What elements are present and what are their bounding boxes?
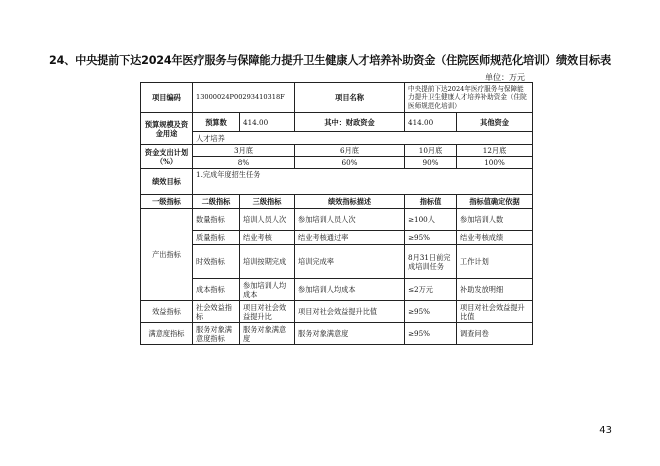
level2-indicator: 时效指标	[193, 245, 240, 279]
indicator-value: ≥100人	[405, 209, 457, 231]
plan-value: 100%	[457, 157, 533, 169]
plan-value: 8%	[193, 157, 295, 169]
indicator-description: 培训完成率	[295, 245, 405, 279]
level3-indicator: 结业考核	[240, 231, 295, 245]
indicator-description: 项目对社会效益提升比值	[295, 301, 405, 323]
table-row	[141, 245, 533, 279]
performance-target-table	[140, 82, 533, 345]
indicator-basis: 结业考核成绩	[457, 231, 533, 245]
project-name-label: 项目名称	[295, 83, 405, 113]
budget-scale-label: 预算规模及资金用途	[141, 113, 193, 145]
indicator-header: 一级指标	[141, 195, 193, 209]
project-code-label: 项目编码	[141, 83, 193, 113]
budget-other-label: 其他资金	[457, 113, 533, 132]
indicator-value: 8月31日前完成培训任务	[405, 245, 457, 279]
project-code: 13000024P00293410318F	[193, 83, 295, 113]
level1-indicator: 效益指标	[141, 301, 193, 323]
level3-indicator: 培训按期完成	[240, 245, 295, 279]
budget-fiscal-label: 其中：财政资金	[295, 113, 405, 132]
level2-indicator: 社会效益指标	[193, 301, 240, 323]
goal-label: 绩效目标	[141, 169, 193, 195]
level2-indicator: 数量指标	[193, 209, 240, 231]
plan-header: 3月底	[193, 145, 295, 157]
indicator-value: ≥95%	[405, 323, 457, 345]
plan-value: 90%	[405, 157, 457, 169]
page-number: 43	[599, 425, 612, 436]
level3-indicator: 服务对象满意度	[240, 323, 295, 345]
table-row	[141, 323, 533, 345]
indicator-header-row	[141, 195, 533, 209]
goal-text: 1.完成年度招生任务	[193, 169, 533, 195]
level2-indicator: 成本指标	[193, 279, 240, 301]
indicator-header: 三级指标	[240, 195, 295, 209]
budget-usage: 人才培养	[193, 132, 533, 145]
document-title: 24、中央提前下达2024年医疗服务与保障能力提升卫生健康人才培养补助资金（住院医师规范化培训）绩效目标表	[49, 54, 611, 67]
goal-row	[141, 169, 533, 195]
indicator-header: 指标值	[405, 195, 457, 209]
budget-total-label: 预算数	[193, 113, 240, 132]
level2-indicator: 质量指标	[193, 231, 240, 245]
indicator-header: 指标值确定依据	[457, 195, 533, 209]
indicator-header: 绩效指标描述	[295, 195, 405, 209]
plan-header-row	[141, 145, 533, 157]
indicator-basis: 调查问卷	[457, 323, 533, 345]
plan-values-row	[141, 157, 533, 169]
indicator-value: ≤2万元	[405, 279, 457, 301]
table-row	[141, 301, 533, 323]
level2-indicator: 服务对象满意度指标	[193, 323, 240, 345]
indicator-description: 服务对象满意度	[295, 323, 405, 345]
plan-header: 10月底	[405, 145, 457, 157]
plan-value: 60%	[295, 157, 405, 169]
indicator-basis: 参加培训人数	[457, 209, 533, 231]
indicator-description: 参加培训人均成本	[295, 279, 405, 301]
level3-indicator: 参加培训人均成本	[240, 279, 295, 301]
budget-usage-row	[141, 132, 533, 145]
indicator-basis: 工作计划	[457, 245, 533, 279]
plan-label: 资金支出计划（%）	[141, 145, 193, 169]
unit-label: 单位：万元	[485, 73, 525, 82]
table-row	[141, 209, 533, 231]
plan-header: 6月底	[295, 145, 405, 157]
indicator-basis: 项目对社会效益提升比值	[457, 301, 533, 323]
level3-indicator: 项目对社会效益提升比	[240, 301, 295, 323]
level3-indicator: 培训人员人次	[240, 209, 295, 231]
budget-fiscal: 414.00	[405, 113, 457, 132]
budget-row	[141, 113, 533, 132]
indicator-header: 二级指标	[193, 195, 240, 209]
indicator-description: 结业考核通过率	[295, 231, 405, 245]
project-name: 中央提前下达2024年医疗服务与保障能力提升卫生健康人才培养补助资金（住院医师规范化培训）	[405, 83, 533, 113]
indicator-value: ≥95%	[405, 301, 457, 323]
budget-total: 414.00	[240, 113, 295, 132]
table-row	[141, 231, 533, 245]
table-row	[141, 279, 533, 301]
level1-indicator: 产出指标	[141, 209, 193, 301]
level1-indicator: 满意度指标	[141, 323, 193, 345]
indicator-value: ≥95%	[405, 231, 457, 245]
indicator-basis: 补助发放明细	[457, 279, 533, 301]
project-row	[141, 83, 533, 113]
plan-header: 12月底	[457, 145, 533, 157]
indicator-description: 参加培训人员人次	[295, 209, 405, 231]
